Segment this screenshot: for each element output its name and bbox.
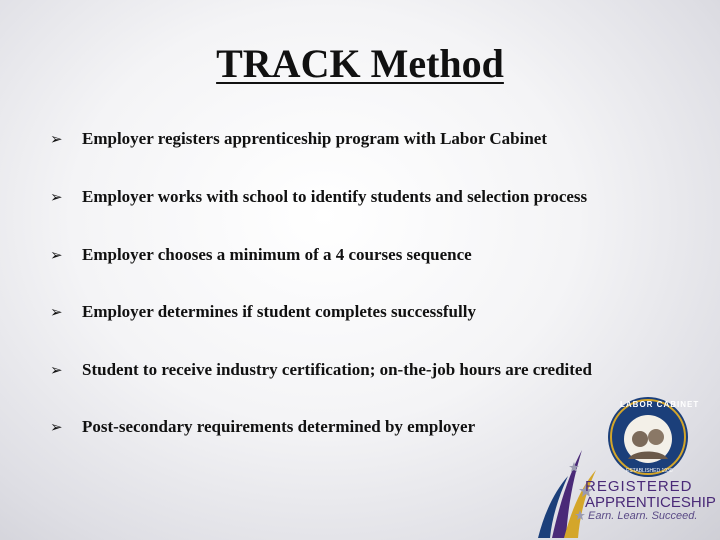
bullet-text: Employer chooses a minimum of a 4 courses sequence [82, 245, 472, 264]
bullet-text: Employer registers apprenticeship program with Labor Cabinet [82, 129, 547, 148]
bullet-text: Employer works with school to identify students and selection process [82, 187, 588, 206]
bullet-text: Post-secondary requirements determined by employer [82, 417, 476, 436]
bullet-item [50, 242, 472, 268]
bullet-item [50, 414, 475, 440]
arrow-bullet-icon: ➢ [50, 303, 63, 321]
logo-brand-line2: APPRENTICESHIP [585, 494, 716, 511]
logo-tagline: Earn. Learn. Succeed. [588, 510, 698, 522]
bullet-text: Employer determines if student completes successfully [82, 302, 476, 321]
arrow-bullet-icon: ➢ [50, 418, 63, 436]
seal-top-text: LABOR CABINET [620, 400, 700, 409]
slide-title: TRACK Method [216, 41, 504, 86]
arrow-bullet-icon: ➢ [50, 188, 63, 206]
arrow-bullet-icon: ➢ [50, 130, 63, 148]
bullet-item [50, 357, 592, 383]
bullet-item [50, 184, 587, 210]
arrow-bullet-icon: ➢ [50, 361, 63, 379]
bullet-item [50, 126, 547, 152]
bullet-text: Student to receive industry certification; on-the-job hours are credited [82, 360, 592, 379]
seal-bottom-text: ESTABLISHED 1938 [626, 468, 673, 474]
bullet-item [50, 299, 476, 325]
logo-brand-line1: REGISTERED [585, 478, 693, 495]
arrow-bullet-icon: ➢ [50, 246, 63, 264]
